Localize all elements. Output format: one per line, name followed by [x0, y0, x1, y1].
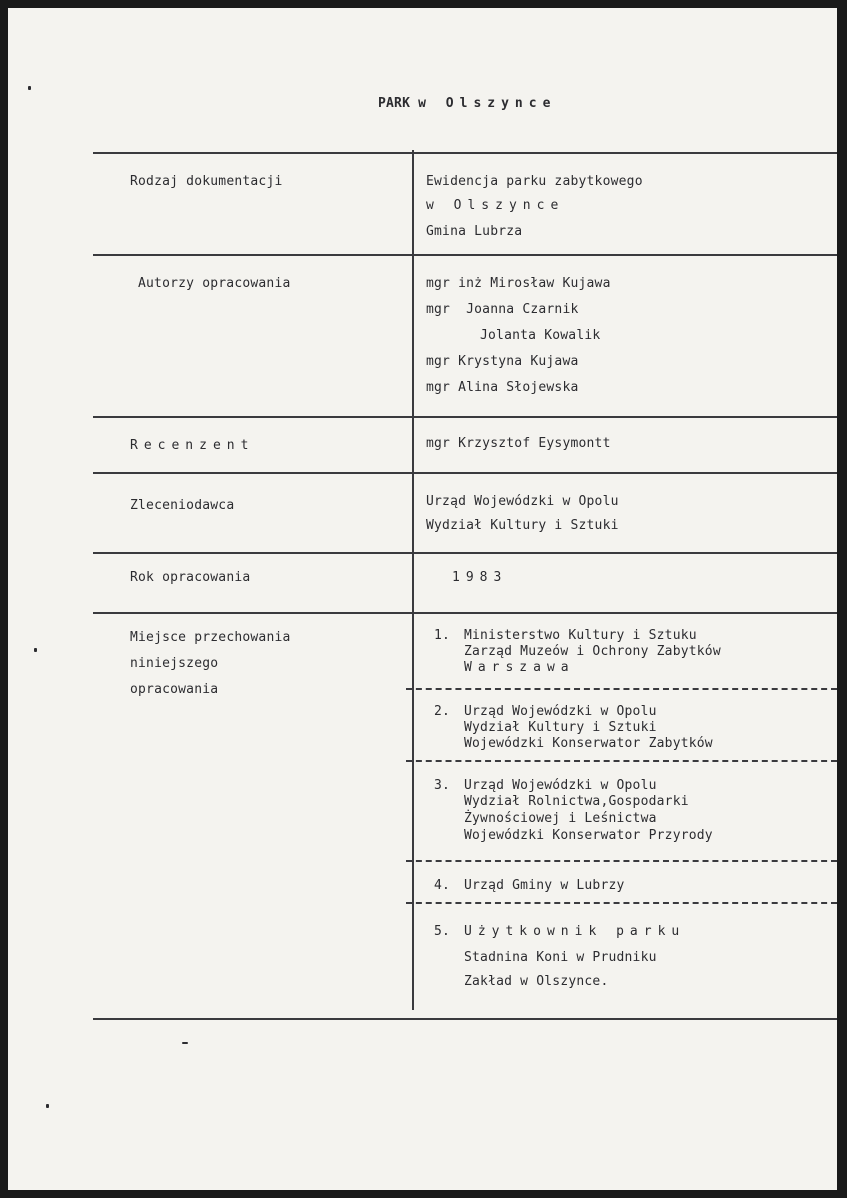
entry-number: 2.: [434, 704, 451, 719]
margin-mark: [46, 1104, 49, 1108]
row-value-line: Wydział Kultury i Sztuki: [426, 518, 619, 533]
entry-number: 3.: [434, 778, 451, 793]
row-label-rodzaj: Rodzaj dokumentacji: [130, 174, 283, 189]
row-label-miejsce: Miejsce przechowania: [130, 630, 291, 645]
row-label-miejsce: niniejszego: [130, 656, 219, 671]
row-value-line: w Olszynce: [426, 198, 565, 213]
table-rule-bottom: [93, 1018, 837, 1020]
row-value-line: Ewidencja parku zabytkowego: [426, 174, 643, 189]
entry-line: Zarząd Muzeów i Ochrony Zabytków: [464, 644, 721, 659]
entry-number: 4.: [434, 878, 451, 893]
row-value-line: mgr Joanna Czarnik: [426, 302, 579, 317]
table-rule: [93, 552, 837, 554]
row-label-rok: Rok opracowania: [130, 570, 251, 585]
title-park: PARK: [378, 96, 411, 111]
entry-line: Ministerstwo Kultury i Sztuku: [464, 628, 697, 643]
margin-mark: [182, 1042, 188, 1044]
entry-line: [464, 878, 625, 894]
table-rule: [93, 472, 837, 474]
entry-line: Urząd Wojewódzki w Opolu: [464, 778, 657, 793]
margin-mark: [28, 86, 31, 90]
row-value-line: mgr Krystyna Kujawa: [426, 354, 579, 369]
entry-number: 1.: [434, 628, 451, 643]
table-dashed-rule: [406, 860, 837, 862]
entry-line: Wydział Kultury i Sztuki: [464, 720, 657, 735]
table-column-divider: [412, 150, 414, 1010]
row-label-zleceniodawca: Zleceniodawca: [130, 498, 235, 513]
title-rest: w Olszynce: [418, 96, 557, 111]
entry-line: Warszawa: [464, 660, 575, 675]
table-rule: [93, 416, 837, 418]
row-label-miejsce: opracowania: [130, 682, 219, 697]
table-rule: [93, 612, 837, 614]
row-value-line: Urząd Wojewódzki w Opolu: [426, 494, 619, 509]
entry-line: Użytkownik parku: [464, 924, 686, 939]
table-rule: [93, 254, 837, 256]
entry-number: 5.: [434, 924, 451, 939]
page-title: [378, 96, 556, 111]
row-value-year: 1983: [452, 570, 508, 585]
entry-line: Wojewódzki Konserwator Przyrody: [464, 828, 713, 843]
table-dashed-rule: [406, 902, 837, 904]
document-page: [8, 8, 837, 1190]
margin-mark: [34, 648, 37, 652]
row-label-autorzy: Autorzy opracowania: [138, 276, 291, 291]
row-value-line: Gmina Lubrza: [426, 224, 523, 239]
table-dashed-rule: [406, 688, 837, 690]
row-value-line: mgr inż Mirosław Kujawa: [426, 276, 611, 291]
entry-line: Stadnina Koni w Prudniku: [464, 950, 657, 965]
table-dashed-rule: [406, 760, 837, 762]
row-label-recenzent: Recenzent: [130, 438, 255, 453]
entry-line: Żywnościowej i Leśnictwa: [464, 811, 657, 826]
entry-line: Urząd Wojewódzki w Opolu: [464, 704, 657, 719]
entry-line: Wojewódzki Konserwator Zabytków: [464, 736, 713, 751]
row-value-line: mgr Krzysztof Eysymontt: [426, 436, 611, 451]
entry-line-part: Urząd Gminy w Lubrzy: [464, 878, 625, 893]
row-value-line: Jolanta Kowalik: [480, 328, 601, 343]
table-rule-top: [93, 152, 837, 154]
entry-line: Zakład w Olszynce.: [464, 974, 609, 989]
entry-line: Wydział Rolnictwa,Gospodarki: [464, 794, 689, 809]
row-value-line: mgr Alina Słojewska: [426, 380, 579, 395]
